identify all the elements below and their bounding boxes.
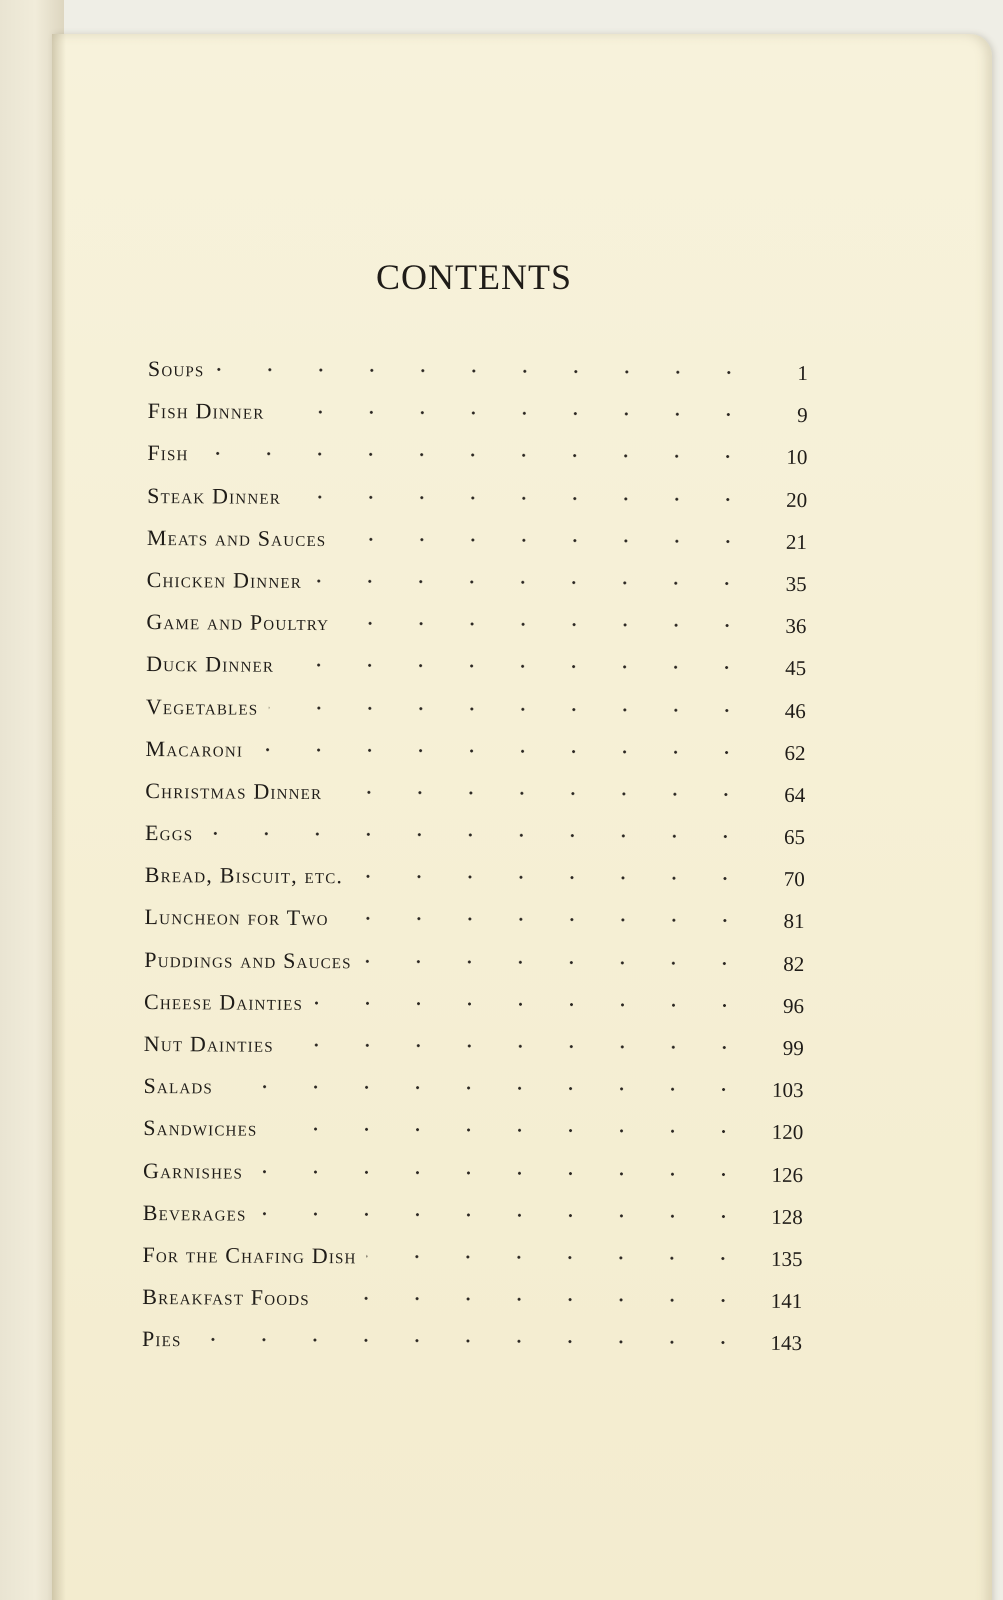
toc-entry-page-number: 82 — [783, 951, 805, 976]
toc-entry-page-number: 45 — [785, 656, 807, 681]
toc-entry — [142, 1284, 802, 1330]
table-of-contents — [142, 356, 808, 1373]
toc-entry-page-number: 99 — [782, 1035, 804, 1061]
toc-entry — [147, 398, 807, 444]
dot-leader — [336, 537, 753, 544]
toc-entry-page-number: 35 — [785, 571, 807, 596]
dot-leader — [313, 1001, 750, 1008]
dot-leader — [353, 875, 751, 881]
toc-entry-title: Meats and Sauces — [146, 524, 327, 551]
toc-entry-page-number: 64 — [784, 782, 806, 807]
toc-entry — [147, 483, 807, 529]
toc-entry-title: Christmas Dinner — [145, 777, 323, 804]
dot-leader — [284, 663, 752, 670]
toc-entry-title: Steak Dinner — [147, 482, 282, 509]
toc-entry — [142, 1326, 802, 1372]
dot-leader — [362, 959, 751, 965]
toc-entry-title: Fish — [147, 440, 189, 466]
toc-entry-page-number: 9 — [797, 403, 808, 428]
toc-entry-title: Beverages — [142, 1199, 247, 1226]
toc-entry — [145, 736, 805, 782]
dot-leader — [199, 452, 754, 459]
toc-entry — [146, 609, 806, 655]
dot-leader — [332, 790, 751, 797]
dot-leader — [339, 917, 751, 924]
toc-entry-page-number: 126 — [771, 1162, 804, 1187]
toc-entry — [142, 1242, 802, 1288]
toc-entry-title: Breakfast Foods — [142, 1284, 310, 1311]
toc-entry-title: Vegetables — [145, 693, 259, 720]
toc-entry-page-number: 96 — [782, 993, 805, 1018]
toc-entry-page-number: 143 — [770, 1331, 803, 1356]
dot-leader — [291, 494, 753, 501]
toc-entry — [144, 904, 804, 950]
dot-leader — [223, 1085, 750, 1092]
dot-leader — [339, 621, 752, 628]
toc-entry-page-number: 128 — [771, 1204, 803, 1229]
dot-leader — [215, 367, 754, 374]
toc-entry-page-number: 120 — [771, 1120, 804, 1145]
toc-entry-title: Chicken Dinner — [146, 566, 303, 593]
toc-entry — [145, 862, 805, 908]
toc-entry-title: Soups — [147, 356, 205, 382]
toc-entry-page-number: 141 — [770, 1288, 803, 1314]
toc-entry-page-number: 21 — [785, 529, 807, 554]
dot-leader — [253, 747, 752, 754]
toc-entry-title: For the Chafing Dish — [142, 1241, 357, 1269]
toc-entry-title: Game and Poultry — [146, 609, 330, 636]
toc-entry-page-number: 1 — [797, 360, 808, 386]
toc-entry-page-number: 103 — [771, 1078, 804, 1103]
toc-entry-title: Cheese Dainties — [143, 988, 304, 1015]
toc-entry-page-number: 46 — [784, 698, 806, 723]
toc-entry-title: Macaroni — [145, 735, 244, 762]
toc-entry — [145, 778, 805, 824]
toc-entry — [148, 356, 808, 402]
toc-entry-title: Sandwiches — [143, 1115, 258, 1142]
toc-entry — [143, 1200, 803, 1246]
toc-entry — [146, 693, 806, 739]
toc-entry-title: Salads — [143, 1073, 214, 1099]
toc-entry-page-number: 10 — [786, 445, 808, 470]
toc-entry — [147, 440, 807, 486]
dot-leader — [253, 1169, 749, 1176]
dot-leader — [268, 705, 751, 712]
toc-entry-title: Puddings and Sauces — [144, 946, 352, 973]
dot-leader — [367, 1254, 749, 1260]
toc-entry-page-number: 135 — [770, 1246, 803, 1271]
dot-leader — [192, 1338, 748, 1345]
toc-entry-page-number: 65 — [784, 824, 806, 850]
toc-entry-title: Nut Dainties — [143, 1030, 274, 1057]
toc-entry — [144, 947, 804, 993]
toc-entry — [147, 525, 807, 571]
toc-entry-page-number: 81 — [783, 909, 805, 934]
dot-leader — [257, 1211, 749, 1218]
toc-entry-page-number: 62 — [784, 740, 806, 765]
toc-entry-title: Luncheon for Two — [144, 904, 329, 931]
toc-entry — [143, 1158, 803, 1204]
dot-leader — [203, 831, 751, 838]
toc-entry — [146, 567, 806, 613]
toc-entry-title: Garnishes — [142, 1157, 244, 1184]
dot-leader — [320, 1296, 748, 1303]
toc-entry — [143, 1073, 803, 1119]
dot-leader — [284, 1043, 750, 1050]
toc-entry-title: Pies — [141, 1326, 182, 1352]
toc-entry-title: Fish Dinner — [147, 398, 265, 424]
dot-leader — [268, 1127, 750, 1134]
toc-entry-title: Duck Dinner — [146, 651, 275, 678]
toc-entry — [144, 1031, 804, 1077]
dot-leader — [312, 579, 753, 586]
toc-entry — [145, 820, 805, 866]
dot-leader — [274, 410, 753, 417]
toc-entry — [143, 1115, 803, 1161]
toc-entry-title: Eggs — [145, 820, 194, 846]
page-title: CONTENTS — [376, 257, 572, 297]
toc-entry-page-number: 20 — [786, 487, 808, 512]
toc-entry-page-number: 70 — [783, 867, 805, 892]
toc-entry — [144, 989, 804, 1035]
toc-entry-page-number: 36 — [785, 614, 807, 639]
toc-entry-title: Bread, Biscuit, etc. — [144, 862, 344, 889]
toc-entry — [146, 651, 806, 697]
